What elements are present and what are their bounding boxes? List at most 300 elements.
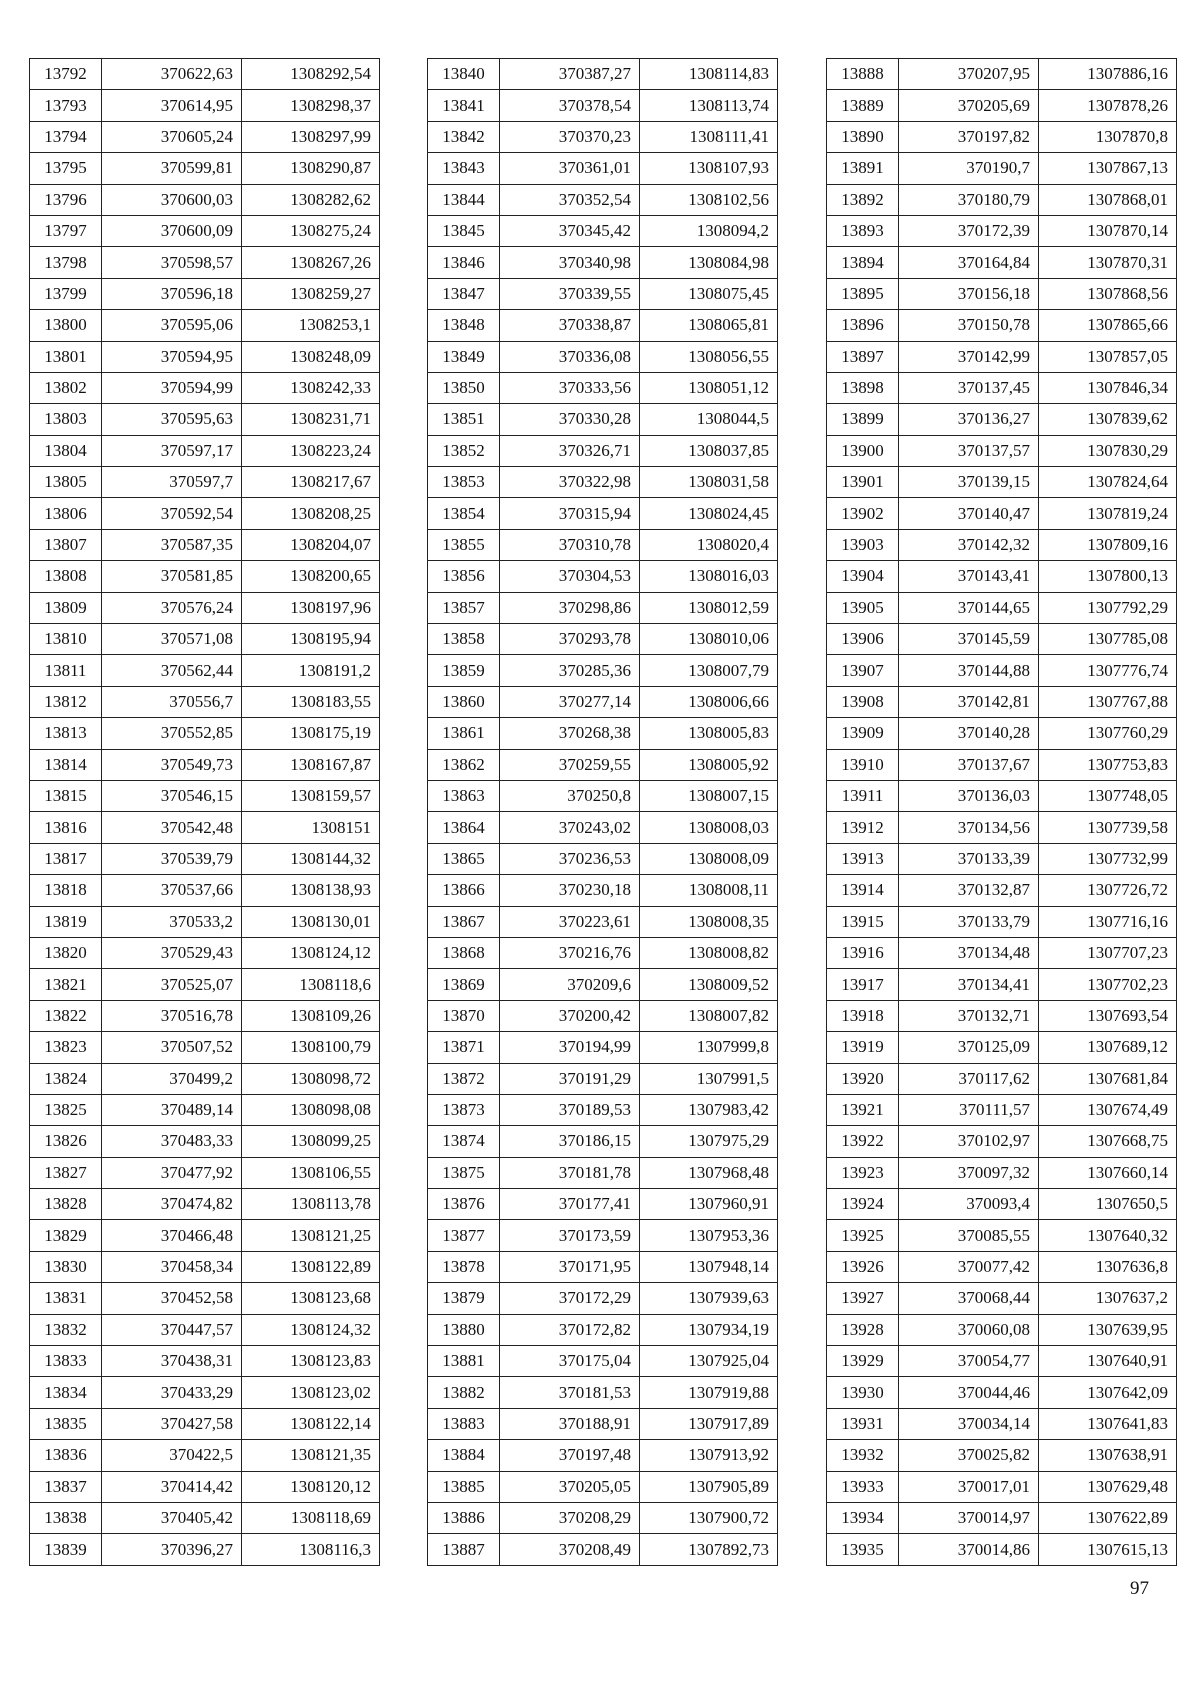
x-coordinate-cell: 370489,14 bbox=[102, 1094, 242, 1125]
point-number-cell: 13823 bbox=[30, 1032, 102, 1063]
table-row bbox=[827, 184, 1177, 215]
y-coordinate-cell: 1307732,99 bbox=[1039, 843, 1177, 874]
point-number-cell: 13869 bbox=[428, 969, 500, 1000]
y-coordinate-cell: 1308118,69 bbox=[242, 1502, 380, 1533]
table-row bbox=[428, 1094, 778, 1125]
x-coordinate-cell: 370142,99 bbox=[899, 341, 1039, 372]
y-coordinate-cell: 1307870,14 bbox=[1039, 215, 1177, 246]
table-row bbox=[30, 153, 380, 184]
x-coordinate-cell: 370592,54 bbox=[102, 498, 242, 529]
x-coordinate-cell: 370132,87 bbox=[899, 875, 1039, 906]
y-coordinate-cell: 1308120,12 bbox=[242, 1471, 380, 1502]
y-coordinate-cell: 1308208,25 bbox=[242, 498, 380, 529]
table-row bbox=[428, 372, 778, 403]
table-row bbox=[428, 153, 778, 184]
table-row bbox=[30, 1346, 380, 1377]
y-coordinate-cell: 1307640,91 bbox=[1039, 1346, 1177, 1377]
table-row bbox=[428, 812, 778, 843]
table-row bbox=[827, 937, 1177, 968]
y-coordinate-cell: 1308183,55 bbox=[242, 686, 380, 717]
table-row bbox=[827, 1094, 1177, 1125]
table-row bbox=[30, 1377, 380, 1408]
point-number-cell: 13807 bbox=[30, 529, 102, 560]
point-number-cell: 13824 bbox=[30, 1063, 102, 1094]
point-number-cell: 13882 bbox=[428, 1377, 500, 1408]
table-row bbox=[428, 561, 778, 592]
y-coordinate-cell: 1308099,25 bbox=[242, 1126, 380, 1157]
table-row bbox=[827, 153, 1177, 184]
point-number-cell: 13888 bbox=[827, 59, 899, 90]
x-coordinate-cell: 370172,39 bbox=[899, 215, 1039, 246]
table-row bbox=[30, 1000, 380, 1031]
point-number-cell: 13827 bbox=[30, 1157, 102, 1188]
table-row bbox=[428, 498, 778, 529]
y-coordinate-cell: 1307991,5 bbox=[640, 1063, 778, 1094]
y-coordinate-cell: 1308292,54 bbox=[242, 59, 380, 90]
x-coordinate-cell: 370600,09 bbox=[102, 215, 242, 246]
x-coordinate-cell: 370597,17 bbox=[102, 435, 242, 466]
table-row bbox=[827, 247, 1177, 278]
point-number-cell: 13922 bbox=[827, 1126, 899, 1157]
y-coordinate-cell: 1308010,06 bbox=[640, 624, 778, 655]
table-row bbox=[827, 843, 1177, 874]
y-coordinate-cell: 1307892,73 bbox=[640, 1534, 778, 1565]
table-row bbox=[827, 278, 1177, 309]
point-number-cell: 13866 bbox=[428, 875, 500, 906]
point-number-cell: 13897 bbox=[827, 341, 899, 372]
table-row bbox=[827, 498, 1177, 529]
y-coordinate-cell: 1307639,95 bbox=[1039, 1314, 1177, 1345]
table-row bbox=[30, 529, 380, 560]
x-coordinate-cell: 370542,48 bbox=[102, 812, 242, 843]
y-coordinate-cell: 1308175,19 bbox=[242, 718, 380, 749]
x-coordinate-cell: 370483,33 bbox=[102, 1126, 242, 1157]
y-coordinate-cell: 1307800,13 bbox=[1039, 561, 1177, 592]
y-coordinate-cell: 1308008,82 bbox=[640, 937, 778, 968]
x-coordinate-cell: 370447,57 bbox=[102, 1314, 242, 1345]
y-coordinate-cell: 1308051,12 bbox=[640, 372, 778, 403]
y-coordinate-cell: 1307968,48 bbox=[640, 1157, 778, 1188]
point-number-cell: 13852 bbox=[428, 435, 500, 466]
x-coordinate-cell: 370173,59 bbox=[500, 1220, 640, 1251]
table-row bbox=[30, 1157, 380, 1188]
x-coordinate-cell: 370396,27 bbox=[102, 1534, 242, 1565]
table-row bbox=[827, 1189, 1177, 1220]
x-coordinate-cell: 370191,29 bbox=[500, 1063, 640, 1094]
point-number-cell: 13886 bbox=[428, 1502, 500, 1533]
y-coordinate-cell: 1308217,67 bbox=[242, 467, 380, 498]
point-number-cell: 13915 bbox=[827, 906, 899, 937]
y-coordinate-cell: 1308123,02 bbox=[242, 1377, 380, 1408]
y-coordinate-cell: 1307760,29 bbox=[1039, 718, 1177, 749]
x-coordinate-cell: 370014,86 bbox=[899, 1534, 1039, 1565]
x-coordinate-cell: 370208,49 bbox=[500, 1534, 640, 1565]
y-coordinate-cell: 1308151 bbox=[242, 812, 380, 843]
point-number-cell: 13899 bbox=[827, 404, 899, 435]
x-coordinate-cell: 370181,53 bbox=[500, 1377, 640, 1408]
point-number-cell: 13876 bbox=[428, 1189, 500, 1220]
point-number-cell: 13860 bbox=[428, 686, 500, 717]
y-coordinate-cell: 1307674,49 bbox=[1039, 1094, 1177, 1125]
point-number-cell: 13929 bbox=[827, 1346, 899, 1377]
table-row bbox=[428, 310, 778, 341]
table-row bbox=[827, 1126, 1177, 1157]
table-row bbox=[428, 121, 778, 152]
point-number-cell: 13928 bbox=[827, 1314, 899, 1345]
table-row bbox=[827, 59, 1177, 90]
y-coordinate-cell: 1308107,93 bbox=[640, 153, 778, 184]
table-row bbox=[30, 843, 380, 874]
coordinate-table-middle bbox=[427, 58, 778, 1566]
y-coordinate-cell: 1308005,92 bbox=[640, 749, 778, 780]
y-coordinate-cell: 1308111,41 bbox=[640, 121, 778, 152]
x-coordinate-cell: 370378,54 bbox=[500, 90, 640, 121]
point-number-cell: 13919 bbox=[827, 1032, 899, 1063]
table-row bbox=[30, 780, 380, 811]
table-row bbox=[827, 906, 1177, 937]
y-coordinate-cell: 1308223,24 bbox=[242, 435, 380, 466]
table-row bbox=[827, 969, 1177, 1000]
table-row bbox=[428, 906, 778, 937]
x-coordinate-cell: 370068,44 bbox=[899, 1283, 1039, 1314]
y-coordinate-cell: 1308113,78 bbox=[242, 1189, 380, 1220]
table-row bbox=[30, 1534, 380, 1565]
table-row bbox=[428, 1189, 778, 1220]
point-number-cell: 13927 bbox=[827, 1283, 899, 1314]
x-coordinate-cell: 370326,71 bbox=[500, 435, 640, 466]
point-number-cell: 13844 bbox=[428, 184, 500, 215]
table-row bbox=[30, 1251, 380, 1282]
point-number-cell: 13850 bbox=[428, 372, 500, 403]
table-row bbox=[428, 90, 778, 121]
x-coordinate-cell: 370205,69 bbox=[899, 90, 1039, 121]
point-number-cell: 13815 bbox=[30, 780, 102, 811]
point-number-cell: 13861 bbox=[428, 718, 500, 749]
table-row bbox=[428, 1534, 778, 1565]
x-coordinate-cell: 370097,32 bbox=[899, 1157, 1039, 1188]
point-number-cell: 13910 bbox=[827, 749, 899, 780]
point-number-cell: 13930 bbox=[827, 1377, 899, 1408]
y-coordinate-cell: 1308123,68 bbox=[242, 1283, 380, 1314]
x-coordinate-cell: 370352,54 bbox=[500, 184, 640, 215]
y-coordinate-cell: 1307846,34 bbox=[1039, 372, 1177, 403]
table-row bbox=[428, 843, 778, 874]
x-coordinate-cell: 370139,15 bbox=[899, 467, 1039, 498]
table-row bbox=[827, 404, 1177, 435]
x-coordinate-cell: 370156,18 bbox=[899, 278, 1039, 309]
y-coordinate-cell: 1308122,89 bbox=[242, 1251, 380, 1282]
table-row bbox=[30, 1032, 380, 1063]
y-coordinate-cell: 1308167,87 bbox=[242, 749, 380, 780]
point-number-cell: 13864 bbox=[428, 812, 500, 843]
point-number-cell: 13829 bbox=[30, 1220, 102, 1251]
point-number-cell: 13865 bbox=[428, 843, 500, 874]
point-number-cell: 13867 bbox=[428, 906, 500, 937]
table-row bbox=[30, 1094, 380, 1125]
x-coordinate-cell: 370549,73 bbox=[102, 749, 242, 780]
table-row bbox=[30, 937, 380, 968]
table-row bbox=[827, 655, 1177, 686]
x-coordinate-cell: 370336,08 bbox=[500, 341, 640, 372]
point-number-cell: 13885 bbox=[428, 1471, 500, 1502]
x-coordinate-cell: 370466,48 bbox=[102, 1220, 242, 1251]
table-row bbox=[428, 1032, 778, 1063]
table-row bbox=[827, 812, 1177, 843]
y-coordinate-cell: 1308031,58 bbox=[640, 467, 778, 498]
x-coordinate-cell: 370034,14 bbox=[899, 1408, 1039, 1439]
y-coordinate-cell: 1308008,03 bbox=[640, 812, 778, 843]
y-coordinate-cell: 1307886,16 bbox=[1039, 59, 1177, 90]
x-coordinate-cell: 370345,42 bbox=[500, 215, 640, 246]
table-row bbox=[30, 1471, 380, 1502]
table-row bbox=[428, 247, 778, 278]
x-coordinate-cell: 370259,55 bbox=[500, 749, 640, 780]
x-coordinate-cell: 370134,48 bbox=[899, 937, 1039, 968]
point-number-cell: 13830 bbox=[30, 1251, 102, 1282]
y-coordinate-cell: 1308020,4 bbox=[640, 529, 778, 560]
y-coordinate-cell: 1308275,24 bbox=[242, 215, 380, 246]
y-coordinate-cell: 1308009,52 bbox=[640, 969, 778, 1000]
y-coordinate-cell: 1308116,3 bbox=[242, 1534, 380, 1565]
point-number-cell: 13873 bbox=[428, 1094, 500, 1125]
table-row bbox=[827, 1408, 1177, 1439]
y-coordinate-cell: 1308098,08 bbox=[242, 1094, 380, 1125]
table-row bbox=[827, 1220, 1177, 1251]
x-coordinate-cell: 370164,84 bbox=[899, 247, 1039, 278]
table-row bbox=[30, 1408, 380, 1439]
x-coordinate-cell: 370552,85 bbox=[102, 718, 242, 749]
point-number-cell: 13822 bbox=[30, 1000, 102, 1031]
x-coordinate-cell: 370594,99 bbox=[102, 372, 242, 403]
table-row bbox=[428, 969, 778, 1000]
y-coordinate-cell: 1307925,04 bbox=[640, 1346, 778, 1377]
point-number-cell: 13872 bbox=[428, 1063, 500, 1094]
x-coordinate-cell: 370054,77 bbox=[899, 1346, 1039, 1377]
x-coordinate-cell: 370014,97 bbox=[899, 1502, 1039, 1533]
x-coordinate-cell: 370197,82 bbox=[899, 121, 1039, 152]
y-coordinate-cell: 1307693,54 bbox=[1039, 1000, 1177, 1031]
x-coordinate-cell: 370525,07 bbox=[102, 969, 242, 1000]
y-coordinate-cell: 1308016,03 bbox=[640, 561, 778, 592]
y-coordinate-cell: 1308231,71 bbox=[242, 404, 380, 435]
point-number-cell: 13920 bbox=[827, 1063, 899, 1094]
table-row bbox=[428, 875, 778, 906]
point-number-cell: 13890 bbox=[827, 121, 899, 152]
point-number-cell: 13905 bbox=[827, 592, 899, 623]
y-coordinate-cell: 1308008,35 bbox=[640, 906, 778, 937]
point-number-cell: 13877 bbox=[428, 1220, 500, 1251]
point-number-cell: 13849 bbox=[428, 341, 500, 372]
point-number-cell: 13842 bbox=[428, 121, 500, 152]
y-coordinate-cell: 1308297,99 bbox=[242, 121, 380, 152]
x-coordinate-cell: 370205,05 bbox=[500, 1471, 640, 1502]
table-row bbox=[827, 1534, 1177, 1565]
x-coordinate-cell: 370137,57 bbox=[899, 435, 1039, 466]
y-coordinate-cell: 1308290,87 bbox=[242, 153, 380, 184]
x-coordinate-cell: 370085,55 bbox=[899, 1220, 1039, 1251]
y-coordinate-cell: 1307637,2 bbox=[1039, 1283, 1177, 1314]
y-coordinate-cell: 1308121,25 bbox=[242, 1220, 380, 1251]
table-row bbox=[827, 592, 1177, 623]
point-number-cell: 13913 bbox=[827, 843, 899, 874]
x-coordinate-cell: 370197,48 bbox=[500, 1440, 640, 1471]
x-coordinate-cell: 370600,03 bbox=[102, 184, 242, 215]
y-coordinate-cell: 1308114,83 bbox=[640, 59, 778, 90]
table-row bbox=[827, 1032, 1177, 1063]
table-row bbox=[827, 1000, 1177, 1031]
y-coordinate-cell: 1308267,26 bbox=[242, 247, 380, 278]
table-row bbox=[428, 278, 778, 309]
y-coordinate-cell: 1308006,66 bbox=[640, 686, 778, 717]
point-number-cell: 13912 bbox=[827, 812, 899, 843]
point-number-cell: 13863 bbox=[428, 780, 500, 811]
table-row bbox=[428, 341, 778, 372]
table-row bbox=[30, 686, 380, 717]
point-number-cell: 13803 bbox=[30, 404, 102, 435]
point-number-cell: 13923 bbox=[827, 1157, 899, 1188]
y-coordinate-cell: 1308195,94 bbox=[242, 624, 380, 655]
x-coordinate-cell: 370598,57 bbox=[102, 247, 242, 278]
table-row bbox=[30, 969, 380, 1000]
x-coordinate-cell: 370243,02 bbox=[500, 812, 640, 843]
y-coordinate-cell: 1308124,32 bbox=[242, 1314, 380, 1345]
point-number-cell: 13804 bbox=[30, 435, 102, 466]
y-coordinate-cell: 1307615,13 bbox=[1039, 1534, 1177, 1565]
y-coordinate-cell: 1308037,85 bbox=[640, 435, 778, 466]
point-number-cell: 13812 bbox=[30, 686, 102, 717]
table-row bbox=[30, 1126, 380, 1157]
y-coordinate-cell: 1308242,33 bbox=[242, 372, 380, 403]
x-coordinate-cell: 370102,97 bbox=[899, 1126, 1039, 1157]
y-coordinate-cell: 1308122,14 bbox=[242, 1408, 380, 1439]
table-row bbox=[428, 1251, 778, 1282]
table-row bbox=[428, 184, 778, 215]
point-number-cell: 13934 bbox=[827, 1502, 899, 1533]
point-number-cell: 13881 bbox=[428, 1346, 500, 1377]
y-coordinate-cell: 1308259,27 bbox=[242, 278, 380, 309]
table-row bbox=[428, 1377, 778, 1408]
point-number-cell: 13893 bbox=[827, 215, 899, 246]
x-coordinate-cell: 370136,03 bbox=[899, 780, 1039, 811]
table-row bbox=[428, 749, 778, 780]
coordinate-table-body bbox=[30, 59, 380, 1566]
point-number-cell: 13832 bbox=[30, 1314, 102, 1345]
point-number-cell: 13896 bbox=[827, 310, 899, 341]
table-row bbox=[30, 592, 380, 623]
x-coordinate-cell: 370599,81 bbox=[102, 153, 242, 184]
point-number-cell: 13926 bbox=[827, 1251, 899, 1282]
point-number-cell: 13835 bbox=[30, 1408, 102, 1439]
point-number-cell: 13859 bbox=[428, 655, 500, 686]
y-coordinate-cell: 1308159,57 bbox=[242, 780, 380, 811]
table-row bbox=[30, 341, 380, 372]
table-row bbox=[428, 467, 778, 498]
y-coordinate-cell: 1307819,24 bbox=[1039, 498, 1177, 529]
table-row bbox=[30, 906, 380, 937]
x-coordinate-cell: 370452,58 bbox=[102, 1283, 242, 1314]
x-coordinate-cell: 370125,09 bbox=[899, 1032, 1039, 1063]
point-number-cell: 13856 bbox=[428, 561, 500, 592]
x-coordinate-cell: 370277,14 bbox=[500, 686, 640, 717]
table-row bbox=[827, 686, 1177, 717]
y-coordinate-cell: 1308113,74 bbox=[640, 90, 778, 121]
table-row bbox=[827, 1377, 1177, 1408]
y-coordinate-cell: 1307650,5 bbox=[1039, 1189, 1177, 1220]
table-row bbox=[827, 561, 1177, 592]
point-number-cell: 13909 bbox=[827, 718, 899, 749]
y-coordinate-cell: 1307726,72 bbox=[1039, 875, 1177, 906]
y-coordinate-cell: 1308007,82 bbox=[640, 1000, 778, 1031]
table-row bbox=[428, 686, 778, 717]
y-coordinate-cell: 1307640,32 bbox=[1039, 1220, 1177, 1251]
x-coordinate-cell: 370285,36 bbox=[500, 655, 640, 686]
table-row bbox=[827, 1346, 1177, 1377]
y-coordinate-cell: 1308065,81 bbox=[640, 310, 778, 341]
x-coordinate-cell: 370315,94 bbox=[500, 498, 640, 529]
x-coordinate-cell: 370339,55 bbox=[500, 278, 640, 309]
y-coordinate-cell: 1307900,72 bbox=[640, 1502, 778, 1533]
y-coordinate-cell: 1307707,23 bbox=[1039, 937, 1177, 968]
point-number-cell: 13838 bbox=[30, 1502, 102, 1533]
x-coordinate-cell: 370594,95 bbox=[102, 341, 242, 372]
point-number-cell: 13878 bbox=[428, 1251, 500, 1282]
y-coordinate-cell: 1307785,08 bbox=[1039, 624, 1177, 655]
table-row bbox=[30, 278, 380, 309]
y-coordinate-cell: 1308200,65 bbox=[242, 561, 380, 592]
point-number-cell: 13819 bbox=[30, 906, 102, 937]
point-number-cell: 13924 bbox=[827, 1189, 899, 1220]
point-number-cell: 13892 bbox=[827, 184, 899, 215]
x-coordinate-cell: 370111,57 bbox=[899, 1094, 1039, 1125]
x-coordinate-cell: 370209,6 bbox=[500, 969, 640, 1000]
x-coordinate-cell: 370427,58 bbox=[102, 1408, 242, 1439]
y-coordinate-cell: 1307870,8 bbox=[1039, 121, 1177, 152]
point-number-cell: 13848 bbox=[428, 310, 500, 341]
table-row bbox=[827, 90, 1177, 121]
x-coordinate-cell: 370433,29 bbox=[102, 1377, 242, 1408]
y-coordinate-cell: 1307739,58 bbox=[1039, 812, 1177, 843]
x-coordinate-cell: 370387,27 bbox=[500, 59, 640, 90]
y-coordinate-cell: 1307878,26 bbox=[1039, 90, 1177, 121]
x-coordinate-cell: 370188,91 bbox=[500, 1408, 640, 1439]
y-coordinate-cell: 1308005,83 bbox=[640, 718, 778, 749]
point-number-cell: 13839 bbox=[30, 1534, 102, 1565]
x-coordinate-cell: 370133,39 bbox=[899, 843, 1039, 874]
x-coordinate-cell: 370562,44 bbox=[102, 655, 242, 686]
x-coordinate-cell: 370142,32 bbox=[899, 529, 1039, 560]
x-coordinate-cell: 370194,99 bbox=[500, 1032, 640, 1063]
x-coordinate-cell: 370338,87 bbox=[500, 310, 640, 341]
y-coordinate-cell: 1308084,98 bbox=[640, 247, 778, 278]
point-number-cell: 13841 bbox=[428, 90, 500, 121]
table-row bbox=[428, 1126, 778, 1157]
y-coordinate-cell: 1308109,26 bbox=[242, 1000, 380, 1031]
x-coordinate-cell: 370177,41 bbox=[500, 1189, 640, 1220]
point-number-cell: 13845 bbox=[428, 215, 500, 246]
x-coordinate-cell: 370230,18 bbox=[500, 875, 640, 906]
table-row bbox=[827, 1063, 1177, 1094]
point-number-cell: 13889 bbox=[827, 90, 899, 121]
x-coordinate-cell: 370223,61 bbox=[500, 906, 640, 937]
point-number-cell: 13836 bbox=[30, 1440, 102, 1471]
point-number-cell: 13821 bbox=[30, 969, 102, 1000]
y-coordinate-cell: 1307960,91 bbox=[640, 1189, 778, 1220]
x-coordinate-cell: 370093,4 bbox=[899, 1189, 1039, 1220]
point-number-cell: 13935 bbox=[827, 1534, 899, 1565]
point-number-cell: 13843 bbox=[428, 153, 500, 184]
table-row bbox=[827, 1440, 1177, 1471]
x-coordinate-cell: 370200,42 bbox=[500, 1000, 640, 1031]
